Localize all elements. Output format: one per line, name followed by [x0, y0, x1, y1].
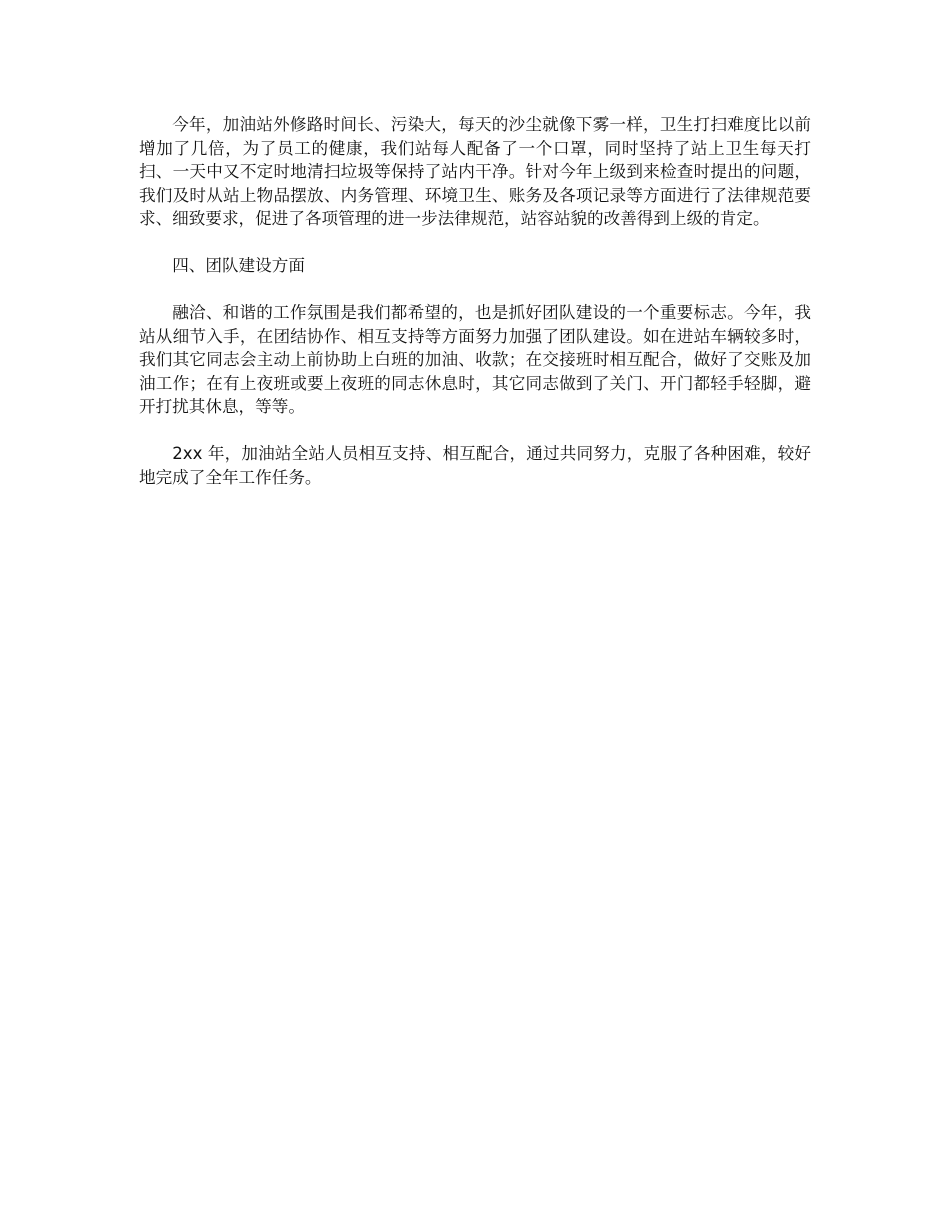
section-heading-team-building: 四、团队建设方面 — [172, 256, 305, 275]
paragraph-sanitation: 今年，加油站外修路时间长、污染大，每天的沙尘就像下雾一样，卫生打扫难度比以前增加了几倍，为了员工的健康，我们站每人配备了一个口罩，同时坚持了站上卫生每天打扫、一天中又不定时地清扫垃圾等保持了站内干净。针对今年上级到来检查时提出的问题，我们及时从站上物品摆放、内务管理、环境卫生、账务及各项记录等方面进行了法律规范要求、细致要求，促进了各项管理的进一步法律规范，站容站貌的改善得到上级的肯定。 — [139, 115, 811, 228]
paragraph-summary: 2xx 年，加油站全站人员相互支持、相互配合，通过共同努力，克服了各种困难，较好地完成了全年工作任务。 — [139, 444, 811, 487]
document-body — [139, 113, 811, 489]
paragraph-team-building: 融洽、和谐的工作氛围是我们都希望的，也是抓好团队建设的一个重要标志。今年，我站从细节入手，在团结协作、相互支持等方面努力加强了团队建设。如在进站车辆较多时，我们其它同志会主动上前协助上白班的加油、收款；在交接班时相互配合，做好了交账及加油工作；在有上夜班或要上夜班的同志休息时，其它同志做到了关门、开门都轻手轻脚，避开打扰其休息，等等。 — [139, 303, 811, 416]
